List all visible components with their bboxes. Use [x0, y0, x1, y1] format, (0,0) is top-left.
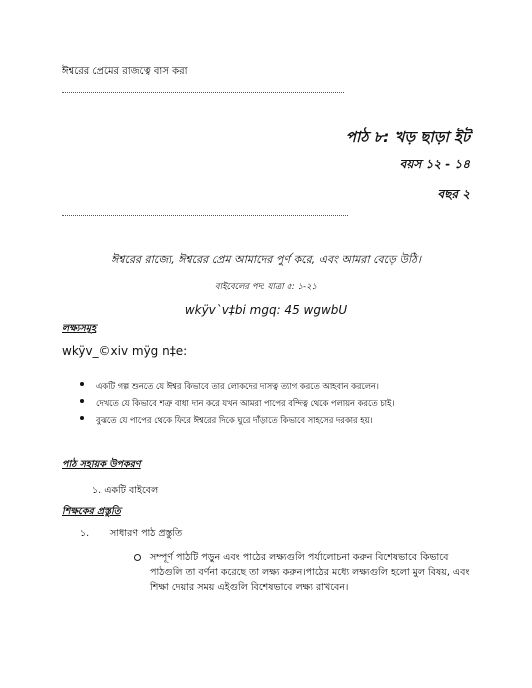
materials-heading: পাঠ সহায়ক উপকরণ — [62, 459, 141, 470]
bullet-icon — [80, 399, 84, 403]
lesson-age: বয়স ১২ - ১৪ — [399, 157, 470, 171]
circle-bullet-icon — [134, 554, 141, 561]
list-item — [78, 380, 394, 397]
objectives-label: wkÿv_©xiv mÿg n‡e: — [62, 344, 188, 358]
objectives-heading: লক্ষ্যসমূহ — [62, 323, 97, 334]
bullet-icon — [80, 416, 84, 420]
objective-text: বুঝতে যে পাপের থেকে ফিরে ঈশ্বরের দিকে ঘুরে দাঁড়াতে কিভাবে সাহসের দরকার হয়। — [96, 415, 373, 425]
memory-verse: wkÿv`v‡bi mgq: 45 wgwbU — [184, 303, 348, 317]
objective-text: একটি গল্প শুনতে যে ঈশ্বর কিভাবে তার লোকদের দাসত্ব ত্যাগ করতে আহবান করলেন। — [96, 381, 379, 391]
material-item: ১. একটি বাইবেল — [92, 485, 159, 496]
list-item — [78, 397, 394, 414]
lesson-theme: ঈশ্বরের রাজ্যে, ঈশ্বরের প্রেম আমাদের পুর্ণ করে, এবং আমরা বেড়ে উঠি। — [111, 253, 421, 266]
header-divider — [62, 92, 344, 93]
lesson-title: পাঠ ৮: খড় ছাড়া ইট — [345, 128, 470, 146]
objectives-list — [78, 380, 394, 431]
title-divider — [62, 215, 348, 216]
bullet-icon — [80, 382, 84, 386]
list-item — [78, 414, 394, 431]
preparation-heading: শিক্ষকের প্রস্তুতি — [62, 506, 121, 517]
series-title: ঈশ্বরের প্রেমের রাজত্বে বাস করা — [62, 66, 188, 77]
preparation-item-number: ১. — [80, 528, 90, 539]
lesson-year: বছর ২ — [437, 187, 470, 201]
objective-text: দেখতে যে কিভাবে শত্রু বাধা দান করে যখন আমরা পাপের বন্দিত্ব থেকে পলায়ন করতে চাই। — [96, 398, 395, 408]
preparation-sub-item: সম্পূর্ণ পাঠটি পড়ুন এবং পাঠের লক্ষ্যগুলি পর্যালোচনা করুন বিশেষভাবে কিভাবে পাঠগুলি তা বর্ণনা করেছে তা লক্ষ্য করুন।পাঠের মধ্যে লক্ষ্যগুলি হলো মুল বিষয়, এবং শিক্ষা দেয়ার সময় এইগুলি বিশেষভাবে লক্ষ্য রাখবেন। — [150, 552, 470, 593]
bible-reference: বাইবেলের পদ: যাত্রা ৫: ১-২১ — [214, 282, 318, 292]
preparation-item — [80, 527, 182, 542]
preparation-item-label: সাধারণ পাঠ প্রস্তুতি — [110, 528, 183, 539]
